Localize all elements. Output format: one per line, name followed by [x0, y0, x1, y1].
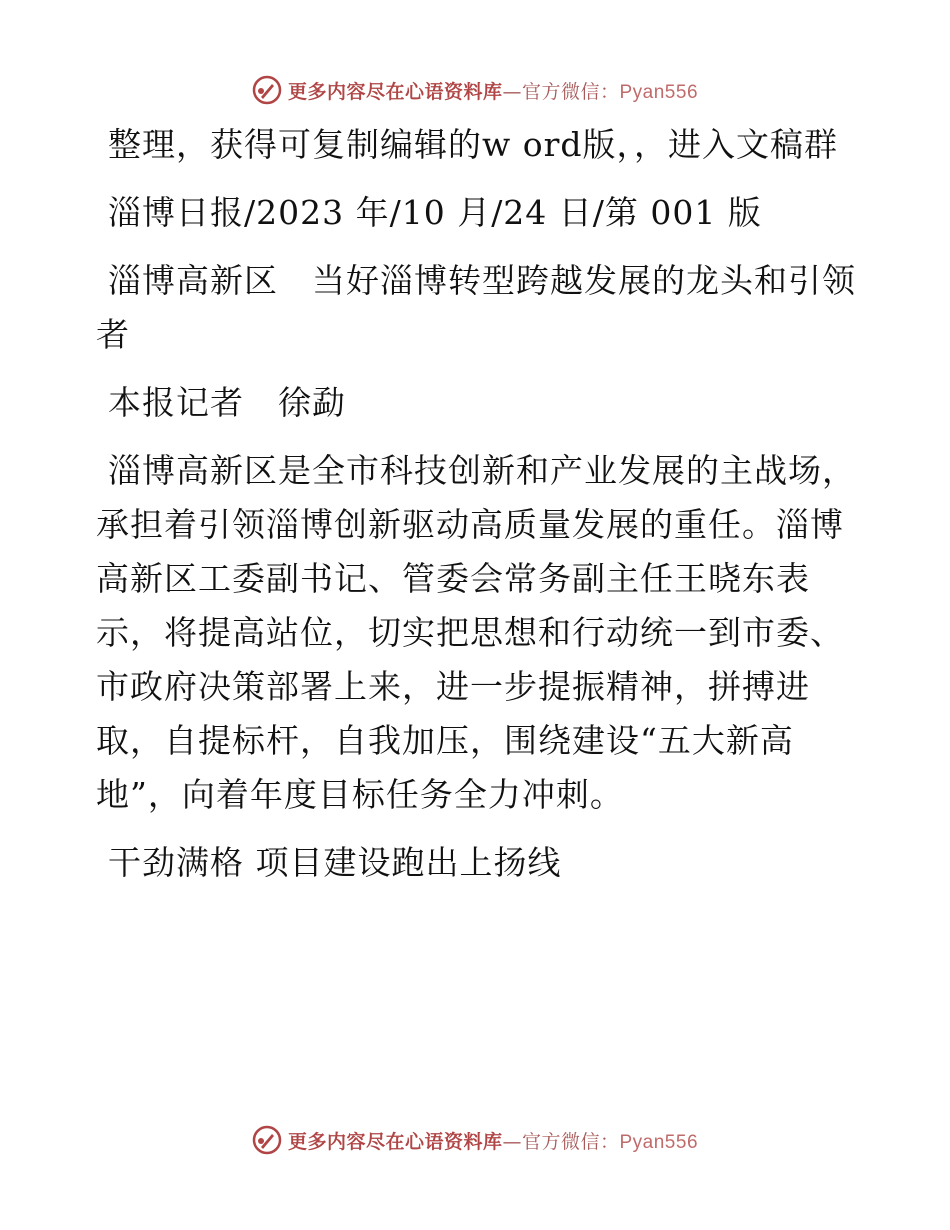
quill-logo-icon — [252, 1125, 282, 1155]
footer-watermark — [0, 1122, 950, 1158]
header-watermark — [0, 72, 950, 108]
document-body — [96, 118, 856, 890]
body-paragraph: 淄博高新区是全市科技创新和产业发展的主战场，承担着引领淄博创新驱动高质量发展的重任。淄博高新区工委副书记、管委会常务副主任王晓东表示，将提高站位，切实把思想和行动统一到市委、市政府决策部署上来，进一步提振精神，拼搏进取，自提标杆，自我加压，围绕建设“五大新高地”，向着年度目标任务全力冲刺。 — [96, 451, 856, 814]
watermark-text: 更多内容尽在心语资料库—官方微信：Pyan556 — [287, 1130, 699, 1153]
article-title: 淄博高新区 当好淄博转型跨越发展的龙头和引领者 — [96, 261, 856, 354]
quill-logo-icon — [252, 75, 282, 105]
section-heading: 干劲满格 项目建设跑出上扬线 — [108, 843, 562, 882]
intro-paragraph: 整理，获得可复制编辑的w ord版，，进入文稿群 — [108, 125, 839, 164]
byline: 本报记者 徐勐 — [108, 383, 346, 422]
watermark-text: 更多内容尽在心语资料库—官方微信：Pyan556 — [287, 80, 699, 103]
source-line: 淄博日报/2023 年/10 月/24 日/第 001 版 — [108, 193, 762, 232]
